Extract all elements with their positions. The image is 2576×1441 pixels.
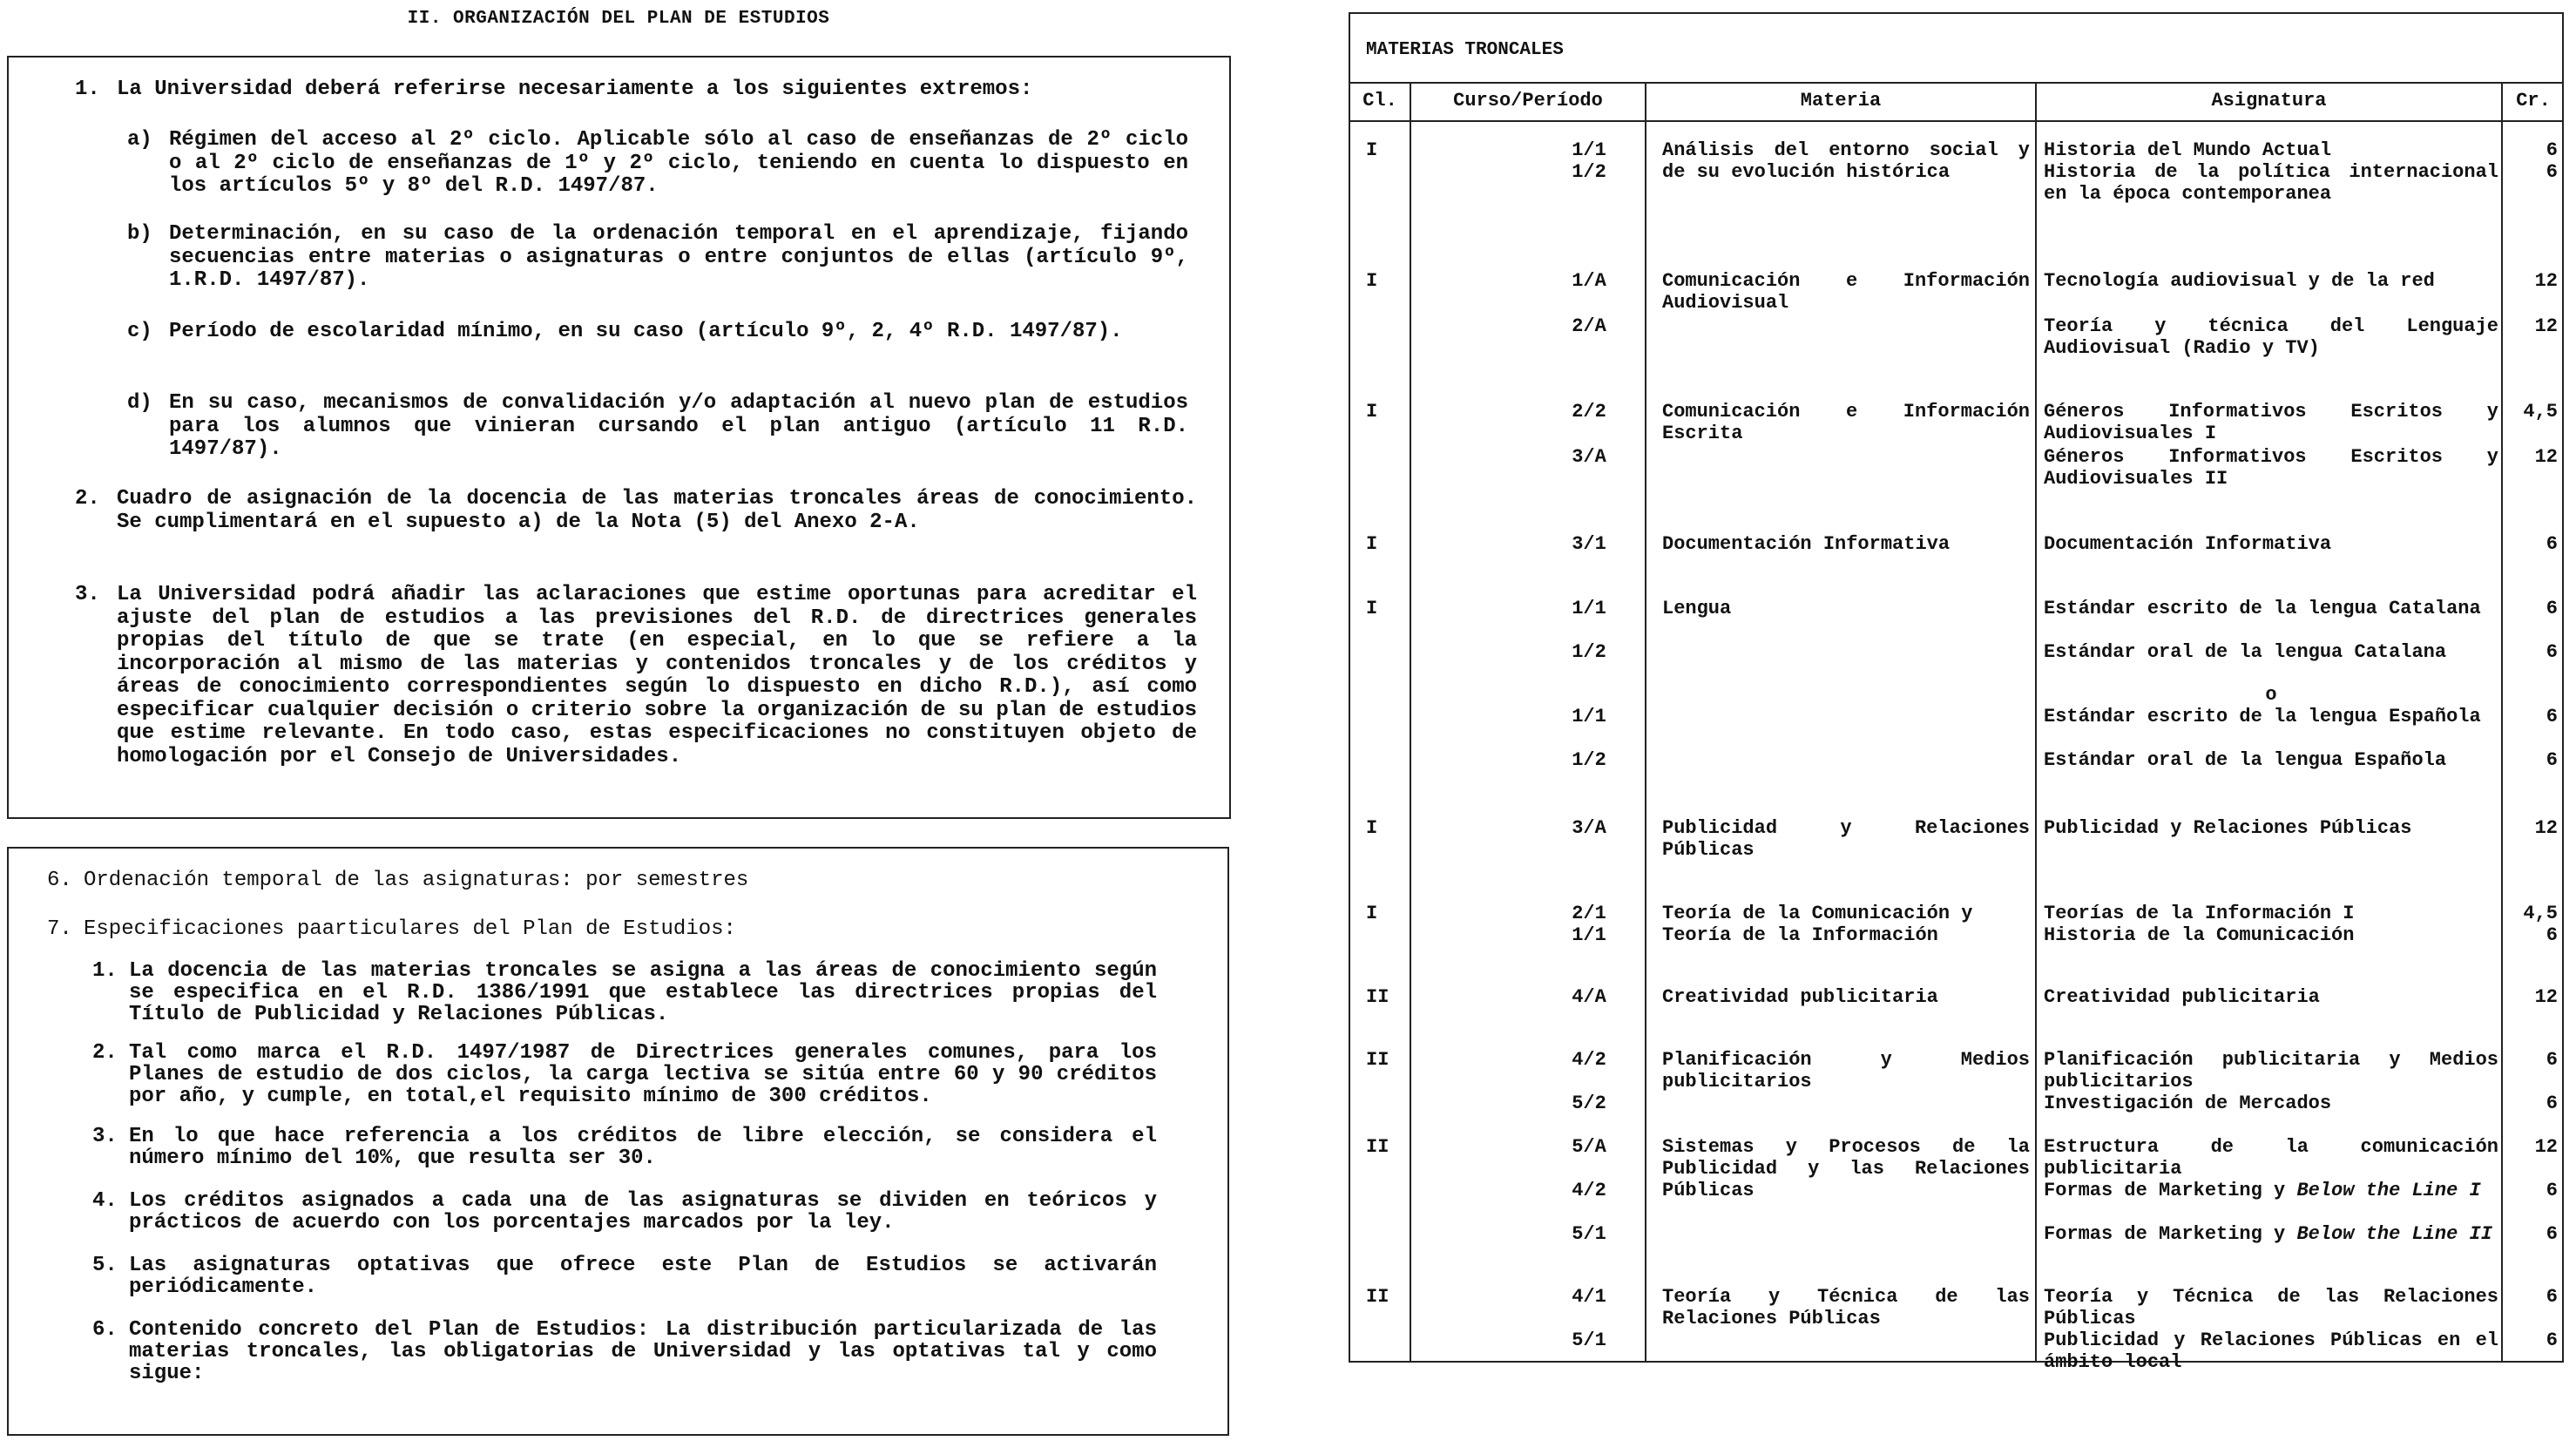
materias-troncales-table xyxy=(1349,12,2564,1373)
specifications-box: 6. Ordenación temporal de las asignaturas: por semestres 7. Especificaciones paarticulares del Plan de Estudios: 1. La docencia de las materias troncales se asigna a las áreas de conocimiento según se especifica en el R.D. 1386/1991 que establece las directrices propias del Título de Publicidad y Relaciones Públicas. 2. Tal como marca el R.D. 1497/1987 de Directrices generales comunes, para los Planes de estudio de dos ciclos, la carga lectiva se sitúa entre 60 y 90 créditos por año, y cumple, en total,el requisito mínimo de 300 créditos. 3. En lo que hace referencia a los créditos de libre elección, se considera el número mínimo del 10%, que resulta ser 30. 4. Los créditos asignados a cada una de las asignaturas se dividen en teóricos y prácticos de acuerdo con los porcentajes marcados por la ley. 5. Las asignaturas optativas que ofrece este Plan de Estudios se activarán periódicamente. 6. Contenido concreto del Plan de Estudios: La distribución particularizada de las materias troncales, las obligatorias de Universidad y las optativas tal y como sigue: xyxy=(7,847,1229,1436)
section-heading: II. ORGANIZACIÓN DEL PLAN DE ESTUDIOS xyxy=(407,9,830,29)
column-divider xyxy=(2035,122,2037,1363)
header-asignatura: Asignatura xyxy=(2037,84,2503,120)
header-cr: Cr. xyxy=(2516,90,2551,112)
header-materia: Materia xyxy=(1646,84,2037,120)
column-divider xyxy=(2501,122,2503,1363)
header-cl: Cl. xyxy=(1350,84,1411,120)
table-body: I 1/1 1/2 Análisis del entorno social y de su evolución histórica Historia del Mundo Actual Historia de la política internacional en la época contemporanea 6 6 I 1/A 2/A Comunicación e Información Audiovisual Tecnología audiovisual y de la red Teoría y técnica del Lenguaje Audiovisual (Radio y TV) 12 12 I 2/2 3/A Comunicación e Información Escrita Géneros Informativos Escritos y Audiovisuales I Géneros Informativos Escritos y Audiovisuales II 4,5 12 I 3/1 Documentación Informativa Documentación Informativa 6 I 1/1 1/2 1/1 1/2 Lengua Estándar escrito de la lengua Catalana Estándar oral de la lengua Catalana o Estándar escrito de la lengua Española Estándar oral de la lengua Española 6 6 6 6 I 3/A Publicidad y Relaciones Públicas Publicidad y Relaciones Públicas 12 I 2/1 1/1 Teoría de la Comunicación y Teoría de la Información Teorías de la Información I Historia de la Comunicación 4,5 6 II 4/A Creatividad publicitaria Creatividad publicitaria 12 II 4/2 5/2 Planificación y Medios publicitarios Planificación publicitaria y Medios publicitarios Investigación de Mercados 6 6 II 5/A 4/2 5/1 Sistemas y Procesos de la Publicidad y las Relaciones Públicas Estructura de la comunicación publicitaria Formas de Marketing y Below the Line I Formas de Marketing y Below the Line II 12 6 6 II 4/1 5/1 Teoría y Técnica de las Relaciones Públicas Teoría y Técnica de las Relaciones Públicas Publicidad y Relaciones Públicas en el ámbito local 6 6 xyxy=(1350,122,2562,1363)
column-divider xyxy=(1410,122,1411,1363)
header-curso-periodo: Curso/Período xyxy=(1411,84,1646,120)
table-title: MATERIAS TRONCALES xyxy=(1366,40,1564,60)
table-header xyxy=(1350,82,2562,122)
column-divider xyxy=(1645,122,1646,1363)
instructions-box: 1. La Universidad deberá referirse necesariamente a los siguientes extremos: a) Régimen del acceso al 2º ciclo. Aplicable sólo al caso de enseñanzas de 2º ciclo o al 2º ciclo de enseñanzas de 1º y 2º ciclo, teniendo en cuenta lo dispuesto en los artículos 5º y 8º del R.D. 1497/87. b) Determinación, en su caso de la ordenación temporal en el aprendizaje, fijando secuencias entre materias o asignaturas o entre conjuntos de ellas (artículo 9º, 1.R.D. 1497/87). c) Período de escolaridad mínimo, en su caso (artículo 9º, 2, 4º R.D. 1497/87). d) En su caso, mecanismos de convalidación y/o adaptación al nuevo plan de estudios para los alumnos que vinieran cursando el plan antiguo (artículo 11 R.D. 1497/87). 2. Cuadro de asignación de la docencia de las materias troncales áreas de conocimiento. Se cumplimentará en el supuesto a) de la Nota (5) del Anexo 2-A. 3. La Universidad podrá añadir las aclaraciones que estime oportunas para acreditar el ajuste del plan de estudios a las previsiones del R.D. de directrices generales propias del título de que se trate (en especial, en lo que se refiere a la incorporación al mismo de las materias y contenidos troncales y de los créditos y áreas de conocimiento correspondientes según lo dispuesto en dicho R.D.), así como especificar cualquier decisión o criterio sobre la organización de su plan de estudios que estime relevante. En todo caso, estas especificaciones no constituyen objeto de homologación por el Consejo de Universidades. xyxy=(7,56,1231,819)
